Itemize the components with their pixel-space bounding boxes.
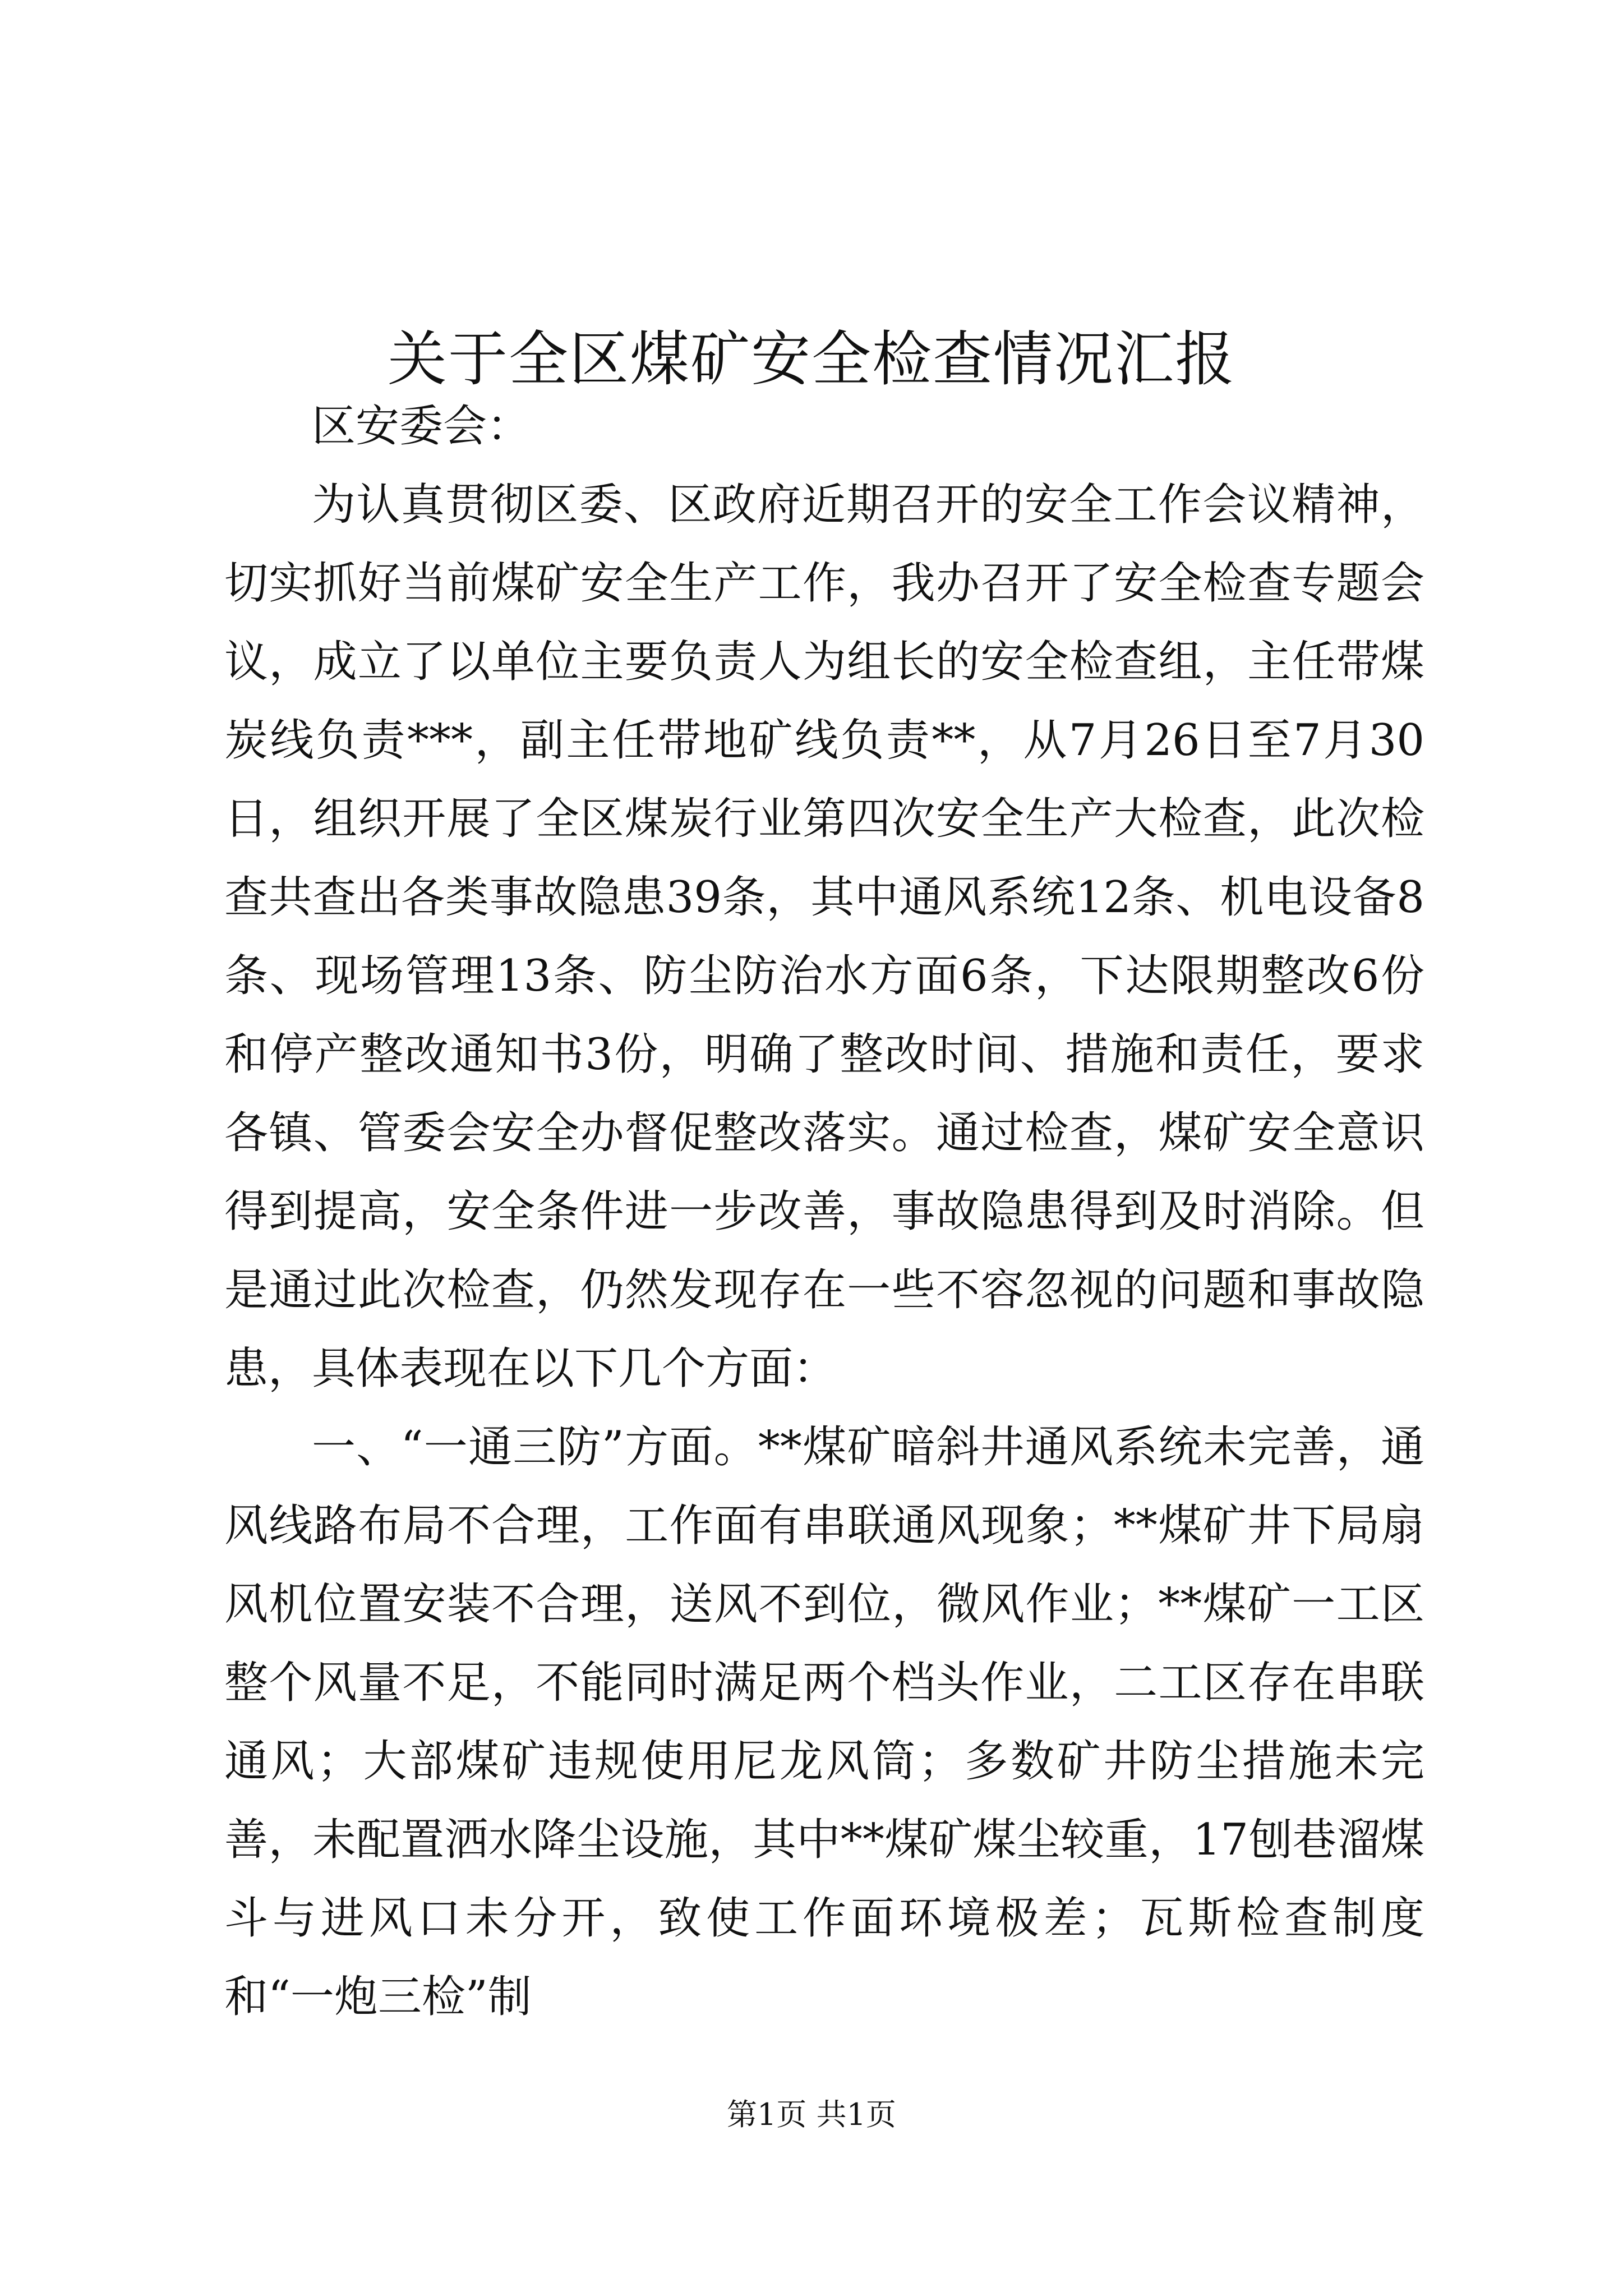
page-footer: 第1页 共1页 <box>727 2097 896 2132</box>
paragraph-section-1: 一、“一通三防”方面。**煤矿暗斜井通风系统未完善，通风线路布局不合理，工作面有串联通风现象；**煤矿井下局扇风机位置安装不合理，送风不到位，微风作业；**煤矿一工区整个风量不足，不能同时满足两个档头作业，二工区存在串联通风；大部煤矿违规使用尼龙风筒；多数矿井防尘措施未完善，未配置洒水降尘设施，其中**煤矿煤尘较重，17刨巷溜煤斗与进风口未分开，致使工作面环境极差；瓦斯检查制度和“一炮三检”制 <box>224 1422 1424 2022</box>
salutation: 区安委会： <box>312 401 531 452</box>
paragraph-intro: 为认真贯彻区委、区政府近期召开的安全工作会议精神，切实抓好当前煤矿安全生产工作，我办召开了安全检查专题会议，成立了以单位主要负责人为组长的安全检查组，主任带煤炭线负责***，副主任带地矿线负责**，从7月26日至7月30日，组织开展了全区煤炭行业第四次安全生产大检查，此次检查共查出各类事故隐患39条，其中通风系统12条、机电设备8条、现场管理13条、防尘防治水方面6条，下达限期整改6份和停产整改通知书3份，明确了整改时间、措施和责任，要求各镇、管委会安全办督促整改落实。通过检查，煤矿安全意识得到提高，安全条件进一步改善，事故隐患得到及时消除。但是通过此次检查，仍然发现存在一些不容忽视的问题和事故隐患，具体表现在以下几个方面： <box>224 480 1424 1394</box>
document-body <box>224 387 1424 2036</box>
document-title: 关于全区煤矿安全检查情况汇报 <box>388 325 1235 394</box>
